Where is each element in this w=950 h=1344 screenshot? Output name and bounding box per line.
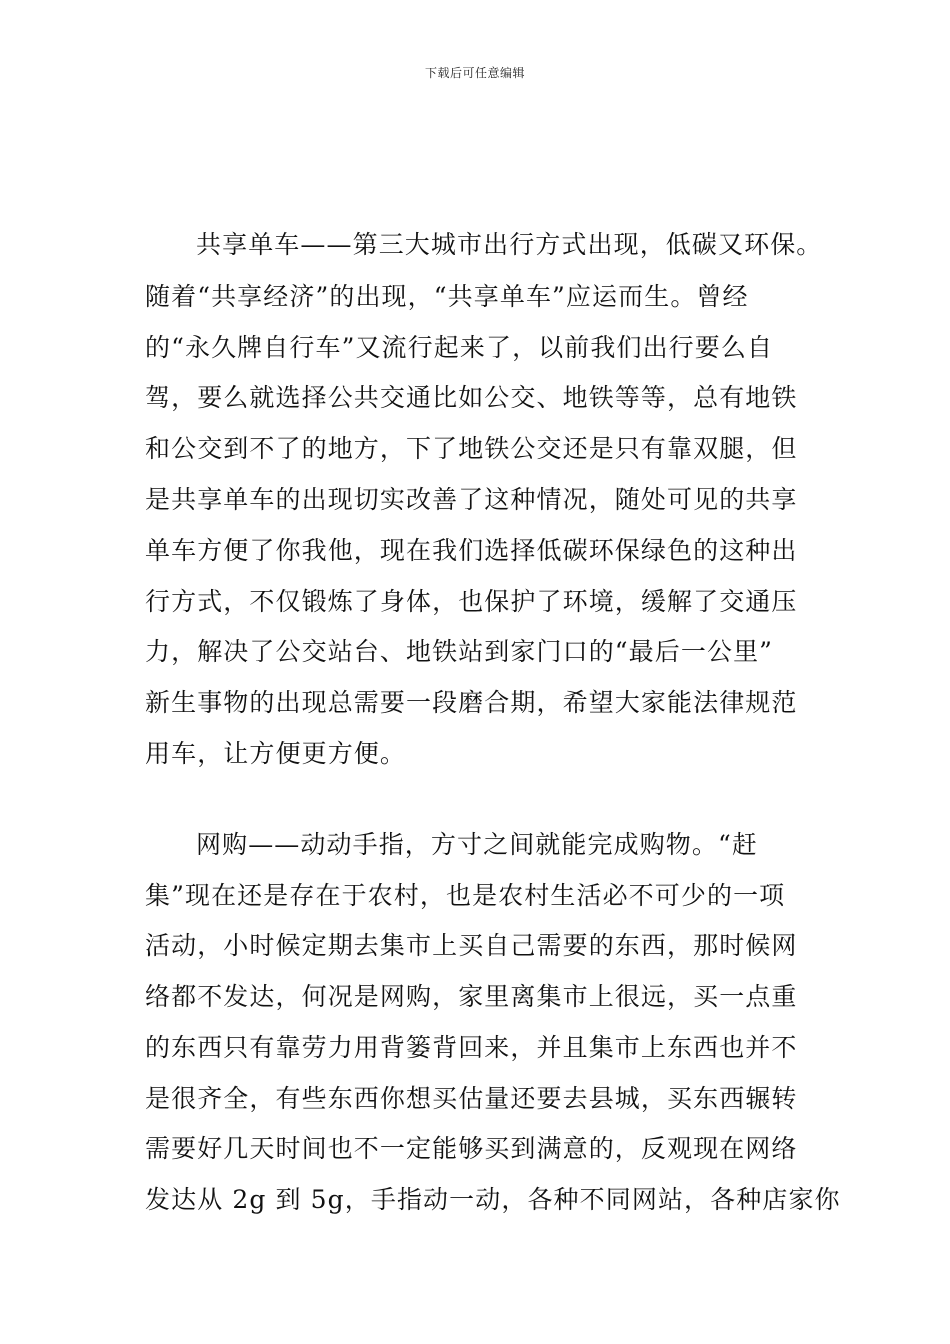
text-line: 驾，要么就选择公共交通比如公交、地铁等等，总有地铁: [145, 383, 798, 412]
text-line: 力，解决了公交站台、地铁站到家门口的“最后一公里”: [145, 637, 774, 666]
text-line: 用车，让方便更方便。: [145, 739, 407, 768]
text-line: 随着“共享经济”的出现，“共享单车”应运而生。曾经: [145, 282, 749, 311]
text-line: 发达从 2g 到 5g，手指动一动，各种不同网站，各种店家你: [145, 1185, 841, 1214]
text-line: 行方式，不仅锻炼了身体，也保护了环境，缓解了交通压: [145, 587, 798, 616]
text-line: 新生事物的出现总需要一段磨合期，希望大家能法律规范: [145, 688, 798, 717]
text-line: 是共享单车的出现切实改善了这种情况，随处可见的共享: [145, 485, 798, 514]
text-line: 网购——动动手指，方寸之间就能完成购物。“赶: [196, 830, 758, 859]
text-line: 的“永久牌自行车”又流行起来了，以前我们出行要么自: [145, 333, 774, 362]
text-line: 需要好几天时间也不一定能够买到满意的，反观现在网络: [145, 1134, 798, 1163]
text-line: 共享单车——第三大城市出行方式出现，低碳又环保。: [196, 230, 823, 259]
text-line: 集”现在还是存在于农村，也是农村生活必不可少的一项: [145, 881, 786, 910]
text-line: 络都不发达，何况是网购，家里离集市上很远，买一点重: [145, 982, 798, 1011]
text-line: 的东西只有靠劳力用背篓背回来，并且集市上东西也并不: [145, 1033, 798, 1062]
text-line: 单车方便了你我他，现在我们选择低碳环保绿色的这种出: [145, 536, 798, 565]
page-header: 下载后可任意编辑: [424, 66, 525, 80]
text-line: 和公交到不了的地方，下了地铁公交还是只有靠双腿，但: [145, 434, 798, 463]
text-line: 是很齐全，有些东西你想买估量还要去县城，买东西辗转: [145, 1084, 798, 1113]
text-line: 活动，小时候定期去集市上买自己需要的东西，那时候网: [145, 931, 798, 960]
